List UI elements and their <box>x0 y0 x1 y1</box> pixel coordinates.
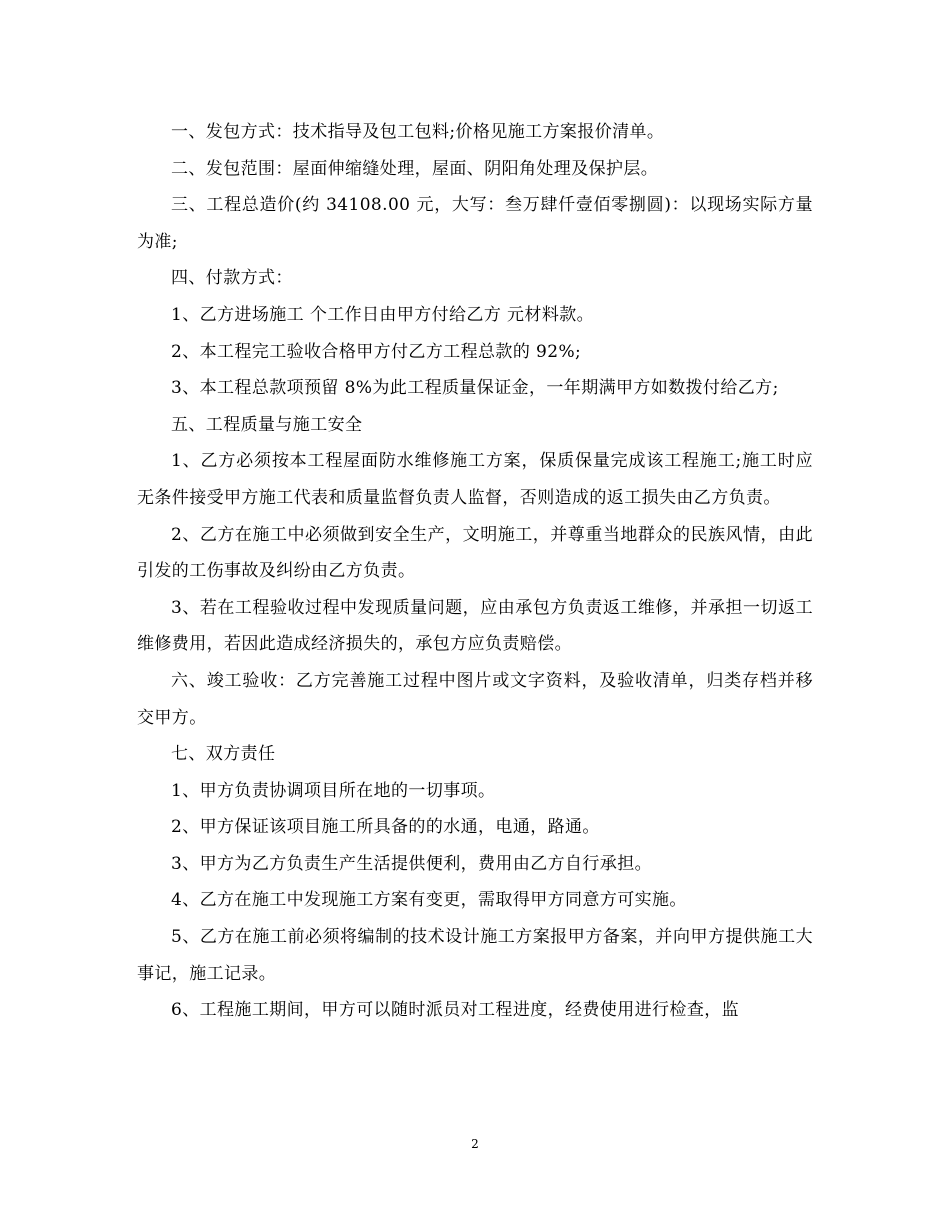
responsibility-item-4: 4、乙方在施工中发现施工方案有变更，需取得甲方同意方可实施。 <box>171 890 687 911</box>
payment-item-3: 3、本工程总款项预留 8%为此工程质量保证金，一年期满甲方如数拨付给乙方; <box>171 378 779 399</box>
quality-item-2: 2、乙方在施工中必须做到安全生产，文明施工，并尊重当地群众的民族风情，由此引发的工伤事故及纠纷由乙方负责。 <box>137 524 813 582</box>
clause-contract-method: 一、发包方式：技术指导及包工包料;价格见施工方案报价清单。 <box>171 122 665 142</box>
responsibility-item-6: 6、工程施工期间，甲方可以随时派员对工程进度，经费使用进行检查，监 <box>171 1000 740 1021</box>
clause-acceptance: 六、竣工验收：乙方完善施工过程中图片或文字资料，及验收清单，归类存档并移交甲方。 <box>137 670 813 728</box>
section-heading-quality-safety: 五、工程质量与施工安全 <box>171 414 363 435</box>
quality-item-3: 3、若在工程验收过程中发现质量问题，应由承包方负责返工维修，并承担一切返工维修费用，若因此造成经济损失的，承包方应负责赔偿。 <box>137 597 813 655</box>
document-body <box>137 114 813 1029</box>
responsibility-item-3: 3、甲方为乙方负责生产生活提供便利，费用由乙方自行承担。 <box>171 853 653 874</box>
responsibility-item-5: 5、乙方在施工前必须将编制的技术设计施工方案报甲方备案，并向甲方提供施工大事记，施工记录。 <box>137 927 813 984</box>
section-heading-responsibilities: 七、双方责任 <box>171 744 276 765</box>
clause-total-cost: 三、工程总造价(约 34108.00 元，大写：叁万肆仟壹佰零捌圆)：以现场实际方量为准; <box>137 195 813 252</box>
payment-item-1: 1、乙方进场施工 个工作日由甲方付给乙方 元材料款。 <box>171 304 595 325</box>
quality-item-1: 1、乙方必须按本工程屋面防水维修施工方案，保质保量完成该工程施工;施工时应无条件接受甲方施工代表和质量监督负责人监督，否则造成的返工损失由乙方负责。 <box>137 451 813 508</box>
page-number: 2 <box>471 1137 479 1151</box>
clause-contract-scope: 二、发包范围：屋面伸缩缝处理，屋面、阴阳角处理及保护层。 <box>171 158 659 179</box>
responsibility-item-2: 2、甲方保证该项目施工所具备的的水通，电通，路通。 <box>171 817 600 838</box>
section-heading-payment: 四、付款方式： <box>171 268 293 289</box>
payment-item-2: 2、本工程完工验收合格甲方付乙方工程总款的 92%; <box>171 341 582 362</box>
responsibility-item-1: 1、甲方负责协调项目所在地的一切事项。 <box>171 780 496 801</box>
